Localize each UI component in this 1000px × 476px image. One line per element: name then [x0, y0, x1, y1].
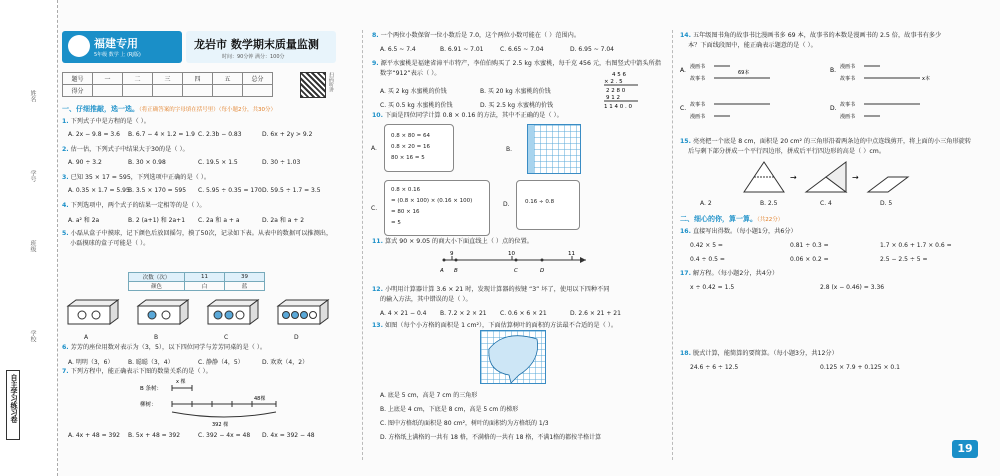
option-c: C. 19.5 × 1.5 — [198, 159, 238, 166]
option-a: A — [84, 334, 89, 341]
q16-prompt: 16. 直接写出得数。（每小题1分，共6分） — [680, 228, 797, 235]
diagram-d — [830, 101, 920, 120]
name-label: 姓名 — [29, 90, 36, 102]
option-c: C. 2a 和 a + a — [198, 217, 240, 224]
q7-total-label: 392 棵 — [212, 422, 229, 428]
tick-label: 11 — [568, 251, 575, 257]
q10-a-line: 80 × 16 = 5 — [391, 155, 425, 161]
binding-margin — [0, 0, 58, 476]
q7-row2-label: 柳树： — [140, 402, 157, 408]
question-number: 6. — [62, 344, 69, 351]
grade-text: 5年级 数学 上 (RJ版) — [94, 52, 141, 58]
page-title: 龙岩市 数学期末质量监测 — [194, 38, 319, 51]
question-14 — [680, 32, 941, 40]
score-cell[interactable] — [93, 85, 123, 97]
brand-label: 自主学习练习卷 — [10, 374, 18, 423]
question-number: 13. — [372, 322, 383, 329]
leaf-icon — [481, 331, 547, 385]
question-text-cont: 本？下面线段图中，能正确表示题意的是（ ）。 — [688, 42, 817, 49]
q5-table-head: 次数（次） — [129, 273, 185, 282]
option-b: B. 3.5 × 170 = 595 — [128, 187, 187, 194]
q7-row1-label: B 条树： — [140, 386, 163, 392]
section-one-title — [62, 104, 276, 114]
option-a: A. 明明（3，6） — [68, 359, 114, 366]
score-row-label: 得分 — [63, 85, 93, 97]
header-title-box — [186, 31, 336, 63]
option-d: D. 30 ÷ 1.03 — [262, 159, 301, 166]
score-header: 二 — [123, 73, 153, 85]
question-8 — [372, 32, 580, 40]
q15-triangle-figure — [740, 158, 920, 198]
option-b: B. 2 (a+1) 和 2a+1 — [128, 217, 186, 224]
question-number: 12. — [372, 286, 383, 293]
option-d: D. 2.6 × 21 + 21 — [570, 310, 621, 317]
section-two-title — [680, 214, 783, 224]
q10-option-d — [503, 180, 580, 230]
q16-item: 0.06 × 0.2 = — [790, 256, 829, 263]
page-number: 19 — [952, 440, 978, 458]
question-text-cont: 小磊摸球的盒子可能是（ ）。 — [70, 240, 150, 247]
diagram-b — [830, 63, 930, 82]
qr-code-icon[interactable] — [300, 72, 326, 98]
option-letter: C. — [371, 205, 378, 212]
question-number: 5. — [62, 230, 69, 237]
section-two-note: （共22分） — [757, 217, 784, 223]
q16-item: 0.81 ÷ 0.3 = — [790, 242, 829, 249]
question-12 — [372, 286, 609, 294]
option-b: B. 30 × 0.98 — [128, 159, 166, 166]
option-d: D. 4x = 392 − 48 — [262, 432, 315, 439]
time-info: 时间：90分钟 满分：100分 — [222, 54, 285, 60]
section-one-heading: 一、仔细推敲，选一选。 — [62, 105, 139, 113]
fig-label: 漫画书 — [840, 114, 856, 120]
question-13 — [372, 322, 617, 330]
option-c: C. 买 0.5 kg 水蜜桃的价钱 — [380, 102, 453, 109]
question-text: 如图（每个小方格的面积是 1 cm²），下面估算树叶的面积的方法最不合适的是（ ）。 — [384, 322, 618, 329]
diagram-c — [680, 101, 770, 120]
fig-label: 漫画书 — [840, 64, 856, 70]
header-badge — [62, 31, 182, 63]
q5-table — [128, 272, 265, 291]
logo-icon — [68, 35, 90, 57]
question-text: 五年级图书角的故事书比漫画书多 69 本，故事书的本数是漫画书的 2.5 倍，故事书有多少 — [692, 32, 942, 39]
option-b-letter: B. — [506, 146, 513, 153]
question-number: 7. — [62, 368, 69, 375]
option-a: A. 6.5 ~ 7.4 — [380, 46, 416, 53]
section-two-heading: 二、细心的你，算一算。 — [680, 215, 757, 223]
question-text: 算式 90 × 9.05 的商大小下面直线上（ ）点的位置。 — [384, 238, 533, 245]
question-number: 9. — [372, 60, 379, 67]
question-text: 亮亮把一个底是 8 cm，面积是 20 cm² 的三角形沿着两条边的中点连线剪开，将上面的小三角形旋转 — [692, 138, 972, 145]
fig-label: 漫画书 — [690, 64, 706, 70]
q10-a-line: 0.8 × 80 = 64 — [391, 133, 430, 139]
option-b: B. 5x + 48 = 392 — [128, 432, 181, 439]
q7-extra-label: 48棵 — [254, 396, 266, 402]
fig-label: 故事书 — [840, 76, 856, 82]
column-divider — [362, 30, 363, 460]
student-id-label: 学号 — [29, 170, 36, 182]
question-number: 3. — [62, 174, 69, 181]
option-a: A. 4 × 21 − 0.4 — [380, 310, 427, 317]
box-c-icon — [208, 300, 258, 324]
option-c: C. 6.65 ~ 7.04 — [500, 46, 544, 53]
question-9 — [372, 60, 661, 68]
question-number: 10. — [372, 112, 383, 119]
option-c: C — [224, 334, 229, 341]
option-d: D. 6.95 ~ 7.04 — [570, 46, 614, 53]
score-header: 题号 — [63, 73, 93, 85]
question-text: 下列选项中，两个式子的结果一定相等的是（ ）。 — [70, 202, 206, 209]
fig-label: 故事书 — [690, 76, 706, 82]
question-text: 估一估，下列式子中结果大于30的是（ ）。 — [70, 146, 189, 153]
option-b: B. 2.5 — [760, 200, 778, 207]
svg-text:C.: C. — [680, 105, 687, 112]
question-text-cont: 后与剩下部分拼成一个平行四边形，拼成后平行四边形的高是（ ）cm。 — [688, 148, 886, 155]
option-c: C. 2.3b − 0.83 — [198, 131, 242, 138]
option-c: C. 392 − 4x = 48 — [198, 432, 251, 439]
section-one-note: （将正确答案的字母填在括号里）（每小题2分，共30分） — [139, 107, 276, 113]
svg-text:9 1 2: 9 1 2 — [606, 95, 620, 101]
question-text: 芳芳的座位用数对表示为（3，5），以下四位同学与芳芳同桌的是（ ）。 — [70, 344, 267, 351]
option-a: A. 4x + 48 = 392 — [68, 432, 120, 439]
q17-item: 2.8 (x − 0.46) = 3.36 — [820, 284, 885, 291]
question-15 — [680, 138, 971, 146]
option-a: A. 2x − 9.8 = 3.6 — [68, 131, 120, 138]
score-header: 四 — [183, 73, 213, 85]
question-number: 2. — [62, 146, 69, 153]
q10-d-calc: 0.16 ÷ 0.8 — [525, 199, 555, 205]
svg-text:4 5 6: 4 5 6 — [612, 72, 626, 78]
option-a: A. 买 2 kg 水蜜桃的价钱 — [380, 88, 447, 95]
class-label: 班级 — [29, 240, 36, 252]
score-cell[interactable] — [153, 85, 183, 97]
question-text: 下面是四位同学计算 0.8 × 0.16 的方法，其中不正确的是（ ）。 — [384, 112, 563, 119]
fig-label: 漫画书 — [690, 114, 706, 120]
score-header: 一 — [93, 73, 123, 85]
option-b: B. 买 20 kg 水蜜桃的价钱 — [480, 88, 551, 95]
fig-label: 故事书 — [840, 102, 856, 108]
question-11 — [372, 238, 533, 246]
option-b: B. 6.7 − 4 × 1.2 = 1.9 — [128, 131, 195, 138]
q5-box-figures — [62, 298, 342, 330]
option-c: C. 4 — [820, 200, 832, 207]
question-1 — [62, 118, 150, 126]
score-header: 总分 — [243, 73, 273, 85]
q10-option-c — [371, 180, 490, 236]
q7-segment-diagram — [140, 378, 280, 430]
option-a: A. a² 和 2a — [68, 217, 100, 224]
q5-table-cell: 颜色 — [129, 282, 185, 291]
q18-prompt: 18. 脱式计算，能简算的要简算。（每小题3分，共12分） — [680, 350, 838, 357]
q10-c-line: = 80 × 16 — [391, 209, 420, 215]
question-text: 一个两位小数保留一位小数后是 7.0，这个两位小数可能在（ ）范围内。 — [380, 32, 581, 39]
score-cell[interactable] — [213, 85, 243, 97]
badge-text: 福建专用 — [94, 37, 138, 50]
question-number: 11. — [372, 238, 383, 245]
q9-vertical-calc — [600, 70, 640, 110]
option-c: C. 5.95 ÷ 0.35 = 170 — [198, 187, 262, 194]
option-a: A. 90 ÷ 3.2 — [68, 159, 102, 166]
svg-text:× 2 . 5: × 2 . 5 — [604, 79, 623, 85]
fig-label: x本 — [922, 76, 930, 82]
svg-text:A.: A. — [680, 67, 686, 74]
q18-item: 0.125 × 7.9 + 0.125 × 0.1 — [820, 364, 900, 371]
option-letter: D. — [503, 201, 510, 208]
question-number: 4. — [62, 202, 69, 209]
option-d: D. 5 — [880, 200, 893, 207]
option-d: D. 59.5 ÷ 1.7 = 3.5 — [262, 187, 321, 194]
q7-top-label: x 棵 — [176, 379, 186, 385]
point-label: C — [514, 268, 518, 274]
option-b: B. 上底是 4 cm，下底是 8 cm，高是 5 cm 的梯形 — [380, 406, 519, 413]
question-6 — [62, 344, 266, 352]
q16-item: 1.7 × 0.6 + 1.7 × 0.6 = — [880, 242, 952, 249]
svg-text:B.: B. — [830, 67, 837, 74]
question-text: 源平水蜜桃是福建省漳平市特产，李伯伯购买了 2.5 kg 水蜜桃，每千克 456 元，右图竖式中箭头所指 — [380, 60, 661, 67]
question-number: 8. — [372, 32, 379, 39]
question-3 — [62, 174, 210, 182]
q16-item: 0.42 × 5 = — [690, 242, 723, 249]
point-label: B — [454, 268, 458, 274]
q18-item: 24.6 ÷ 6 ÷ 12.5 — [690, 364, 739, 371]
score-cell[interactable] — [243, 85, 273, 97]
question-text: 已知 35 × 17 = 595，下列选项中正确的是（ ）。 — [70, 174, 211, 181]
box-d-icon — [278, 300, 328, 324]
brand-box — [6, 370, 20, 440]
question-text-cont: 的输入方法，其中错误的是（ ）。 — [380, 296, 472, 303]
svg-text:D.: D. — [830, 105, 837, 112]
option-c: C. 静静（4，5） — [198, 359, 244, 366]
question-text: 小磊从盒子中摸球，记下颜色后放回摇匀，摸了50次，记录如下表。从表中的数据可以推测出， — [70, 230, 333, 237]
q5-table-head: 11 — [185, 273, 225, 282]
question-10 — [372, 112, 563, 120]
option-d: D — [294, 334, 299, 341]
q5-table-cell: 蓝 — [225, 282, 265, 291]
question-number: 15. — [680, 138, 691, 145]
tick-label: 9 — [450, 251, 454, 257]
question-text: 下列式子中是方程的是（ ）。 — [70, 118, 150, 125]
column-divider — [672, 30, 673, 460]
question-text: 小明用计算器计算 3.6 × 21 时，发现计算器的按键 “3” 坏了，使用以下四种不同 — [384, 286, 610, 293]
option-a: A. 0.35 × 1.7 = 5.95 — [68, 187, 130, 194]
q10-c-line: 0.8 × 0.16 — [391, 187, 421, 193]
q5-table-head: 39 — [225, 273, 265, 282]
score-cell[interactable] — [123, 85, 153, 97]
option-d: D. 买 2.5 kg 水蜜桃的价钱 — [480, 102, 553, 109]
q11-number-line — [440, 250, 590, 280]
score-table — [62, 72, 273, 97]
q10-c-line: = (0.8 × 100) × (0.16 × 100) — [391, 198, 473, 204]
q10-option-a — [371, 124, 454, 172]
score-header: 三 — [153, 73, 183, 85]
score-header: 五 — [213, 73, 243, 85]
q13-leaf-grid — [480, 330, 546, 384]
score-cell[interactable] — [183, 85, 213, 97]
option-c: C. 0.6 × 6 × 21 — [500, 310, 547, 317]
q16-item: 2.5 − 2.5 ÷ 5 = — [880, 256, 928, 263]
q17-prompt: 17. 解方程。（每小题2分，共4分） — [680, 270, 779, 277]
tick-label: 10 — [508, 251, 515, 257]
diagram-a — [680, 63, 770, 82]
option-a: A. 2 — [700, 200, 712, 207]
option-d: D. 2a 和 a + 2 — [262, 217, 305, 224]
fig-label: 故事书 — [690, 102, 706, 108]
question-text-cont: 数字“912”表示（ ）。 — [380, 70, 441, 77]
option-a: A. 底是 5 cm，高是 7 cm 的三角形 — [380, 392, 478, 399]
option-b: B. 7.2 × 2 × 21 — [440, 310, 487, 317]
svg-text:→: → — [852, 173, 859, 182]
question-2 — [62, 146, 189, 154]
q10-option-b-grid — [527, 124, 581, 174]
point-label: A — [440, 268, 444, 274]
q5-table-cell: 白 — [185, 282, 225, 291]
q16-item: 0.4 ÷ 0.5 = — [690, 256, 725, 263]
question-7 — [62, 368, 212, 376]
question-4 — [62, 202, 206, 210]
option-b: B. 聪聪（3，4） — [128, 359, 174, 366]
box-a-icon — [68, 300, 118, 324]
school-label: 学校 — [29, 330, 36, 342]
question-number: 1. — [62, 118, 69, 125]
fig-label: 69本 — [738, 70, 750, 76]
svg-text:1 1 4 0 . 0: 1 1 4 0 . 0 — [604, 104, 632, 110]
qr-label: 扫码听讲 — [328, 72, 334, 92]
svg-text:→: → — [790, 173, 797, 182]
option-c: C. 图中方格纸的面积是 80 cm²，树叶的面积约为方格纸的 1/3 — [380, 420, 549, 427]
question-text: 下列方程中，能正确表示下图的数量关系的是（ ）。 — [70, 368, 212, 375]
svg-text:2 2 8 0: 2 2 8 0 — [606, 88, 626, 94]
question-5 — [62, 230, 332, 238]
q14-line-diagrams — [680, 54, 980, 126]
option-d: D. 方格纸上满格的一共有 18 格，不满格的一共有 18 格，不满1格的都按半格计算 — [380, 434, 602, 441]
option-b: B. 6.91 ~ 7.01 — [440, 46, 484, 53]
option-d: D. 欢欢（4，2） — [262, 359, 309, 366]
option-d: D. 6x + 2y > 9.2 — [262, 131, 313, 138]
q10-a-line: 0.8 × 20 = 16 — [391, 144, 430, 150]
box-b-icon — [138, 300, 188, 324]
q10-c-line: = 5 — [391, 220, 401, 226]
point-label: D — [540, 268, 545, 274]
question-number: 14. — [680, 32, 691, 39]
option-letter: A. — [371, 145, 377, 152]
q17-item: x ÷ 0.42 = 1.5 — [690, 284, 735, 291]
option-b: B — [154, 334, 159, 341]
